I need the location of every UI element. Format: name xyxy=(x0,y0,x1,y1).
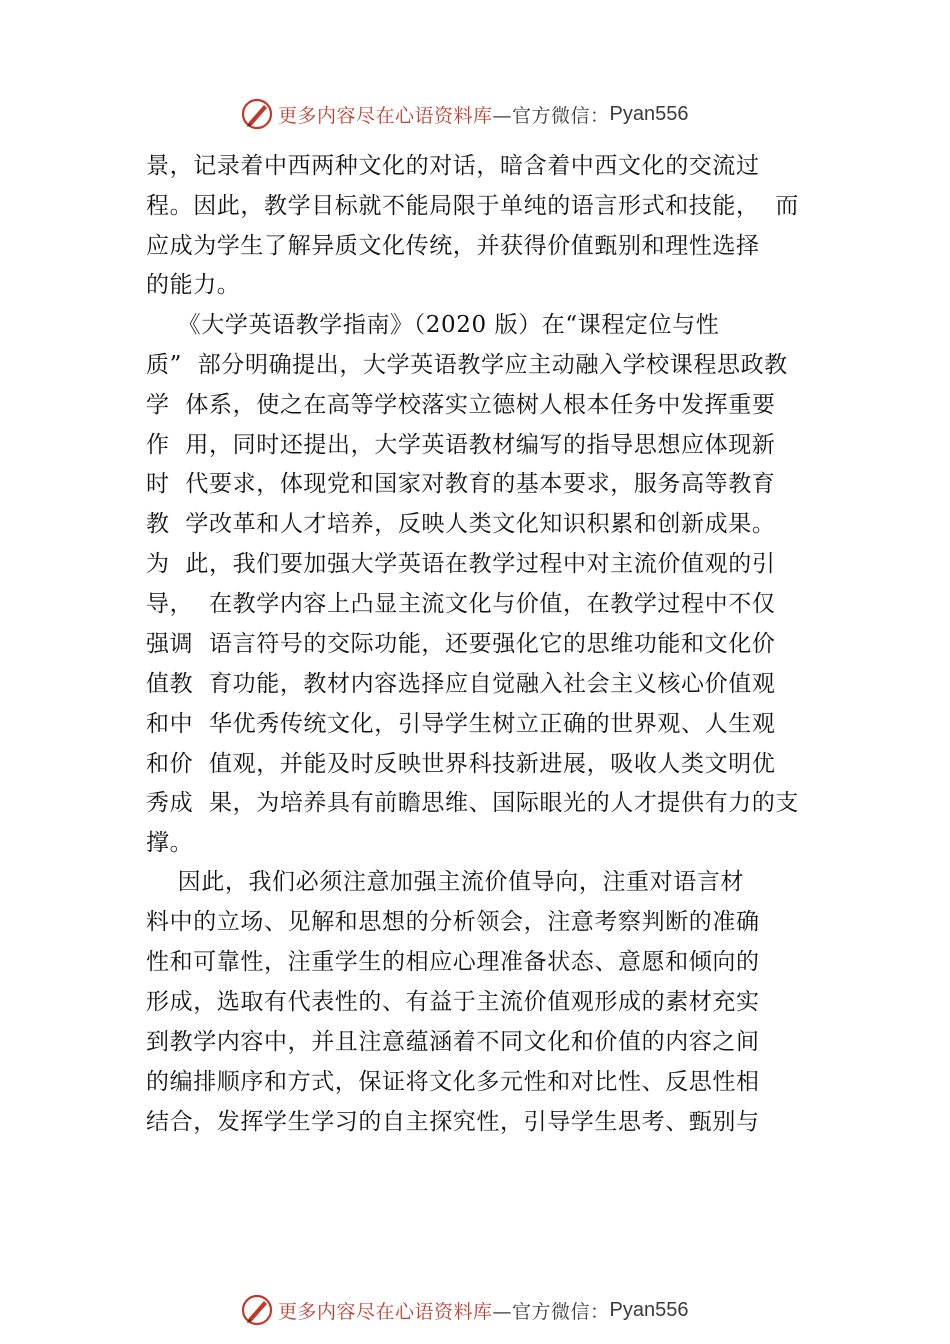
banner-official-text: —官方微信： xyxy=(492,1300,610,1323)
body-line: 料中的立场、见解和思想的分析领会，注意考察判断的准确 xyxy=(146,909,760,935)
body-line: 值教 育功能，教材内容选择应自觉融入社会主义核心价值观 xyxy=(146,671,776,697)
body-line: 为 此，我们要加强大学英语在教学过程中对主流价值观的引 xyxy=(146,551,776,577)
body-line: 《大学英语教学指南》（2020 版）在“课程定位与性 xyxy=(146,312,720,338)
body-line: 强调 语言符号的交际功能，还要强化它的思维功能和文化价 xyxy=(146,631,776,657)
banner-account: Pyan556 xyxy=(609,1298,689,1321)
body-line: 教 学改革和人才培养，反映人类文化知识积累和创新成果。 xyxy=(146,511,776,537)
body-line: 时 代要求，体现党和国家对教育的基本要求，服务高等教育 xyxy=(146,471,776,497)
body-line: 学 体系，使之在高等学校落实立德树人根本任务中发挥重要 xyxy=(146,392,776,418)
header-banner xyxy=(240,96,689,132)
body-line: 的能力。 xyxy=(146,272,241,298)
body-line: 导， 在教学内容上凸显主流文化与价值，在教学过程中不仅 xyxy=(146,591,776,617)
body-line: 作 用，同时还提出，大学英语教材编写的指导思想应体现新 xyxy=(146,432,776,458)
body-line: 因此，我们必须注意加强主流价值导向，注重对语言材 xyxy=(146,869,745,895)
body-line: 和中 华优秀传统文化，引导学生树立正确的世界观、人生观 xyxy=(146,711,776,737)
body-line: 程。因此，教学目标就不能局限于单纯的语言形式和技能， 而 xyxy=(146,193,800,219)
banner-official-text: —官方微信： xyxy=(492,104,610,127)
banner-brand-text: 更多内容尽在心语资料库 xyxy=(278,104,493,127)
body-line: 的编排顺序和方式，保证将文化多元性和对比性、反思性相 xyxy=(146,1069,760,1095)
body-line: 质” 部分明确提出，大学英语教学应主动融入学校课程思政教 xyxy=(146,352,788,378)
banner-brand-text: 更多内容尽在心语资料库 xyxy=(278,1300,493,1323)
banner-account: Pyan556 xyxy=(609,102,689,125)
pen-logo-icon xyxy=(240,97,274,131)
body-line: 和价 值观，并能及时反映世界科技新进展，吸收人类文明优 xyxy=(146,751,776,777)
pen-logo-icon xyxy=(240,1293,274,1327)
footer-banner xyxy=(240,1292,689,1328)
body-line: 性和可靠性，注重学生的相应心理准备状态、意愿和倾向的 xyxy=(146,949,760,975)
body-line: 结合，发挥学生学习的自主探究性，引导学生思考、甄别与 xyxy=(146,1109,760,1135)
body-line: 撑。 xyxy=(146,830,194,856)
body-line: 应成为学生了解异质文化传统，并获得价值甄别和理性选择 xyxy=(146,233,760,259)
body-line: 景，记录着中西两种文化的对话，暗含着中西文化的交流过 xyxy=(146,153,760,179)
body-line: 形成，选取有代表性的、有益于主流价值观形成的素材充实 xyxy=(146,989,760,1015)
body-line: 到教学内容中，并且注意蕴涵着不同文化和价值的内容之间 xyxy=(146,1029,760,1055)
body-line: 秀成 果，为培养具有前瞻思维、国际眼光的人才提供有力的支 xyxy=(146,790,800,816)
